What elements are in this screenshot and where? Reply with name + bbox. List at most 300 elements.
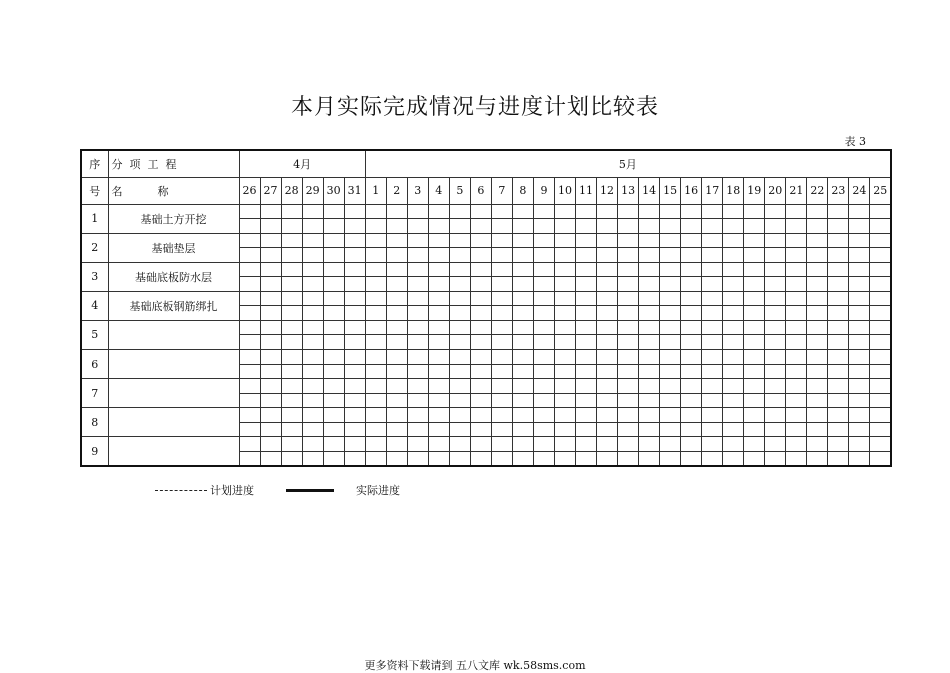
plan-cell [407,349,428,364]
actual-cell [681,393,702,408]
plan-cell [260,204,281,219]
actual-cell [576,248,597,263]
actual-cell [828,422,849,437]
actual-cell [407,219,428,234]
actual-cell [618,277,639,292]
plan-cell [302,408,323,423]
actual-cell [786,422,807,437]
plan-cell [723,349,744,364]
plan-cell [828,379,849,394]
schedule-table [80,149,892,467]
plan-cell [260,233,281,248]
actual-cell [428,248,449,263]
actual-cell [786,219,807,234]
actual-cell [702,422,723,437]
plan-cell [576,291,597,306]
actual-cell [512,393,533,408]
plan-cell [744,204,765,219]
plan-cell [618,437,639,452]
actual-cell [849,393,870,408]
plan-cell [744,437,765,452]
actual-cell [554,277,575,292]
item-header-bottom: 名 称 [108,177,239,204]
plan-cell [744,379,765,394]
actual-cell [849,306,870,321]
actual-cell [344,451,365,466]
actual-cell [281,451,302,466]
table-row [81,320,891,335]
plan-cell [660,291,681,306]
plan-cell [365,291,386,306]
plan-cell [723,204,744,219]
plan-cell [660,379,681,394]
plan-cell [260,262,281,277]
actual-cell [618,335,639,350]
task-name: 基础底板钢筋绑扎 [108,291,239,320]
plan-cell [660,320,681,335]
actual-cell [281,219,302,234]
plan-cell [702,408,723,423]
plan-cell [239,233,260,248]
plan-cell [239,291,260,306]
table-row [81,408,891,423]
task-name [108,437,239,466]
actual-cell [744,422,765,437]
actual-cell [386,277,407,292]
actual-cell [470,393,491,408]
plan-cell [281,320,302,335]
actual-cell [281,393,302,408]
plan-cell [302,204,323,219]
plan-cell [449,320,470,335]
actual-cell [260,393,281,408]
actual-cell [344,219,365,234]
plan-cell [512,408,533,423]
actual-cell [807,393,828,408]
plan-cell [554,262,575,277]
plan-cell [723,320,744,335]
actual-cell [723,306,744,321]
plan-cell [428,379,449,394]
actual-cell [470,277,491,292]
actual-cell [576,306,597,321]
plan-cell [407,408,428,423]
day-header: 17 [702,177,723,204]
actual-cell [681,219,702,234]
plan-cell [491,408,512,423]
plan-cell [618,320,639,335]
plan-cell [407,291,428,306]
actual-cell [533,393,554,408]
actual-cell [554,248,575,263]
plan-cell [723,262,744,277]
actual-cell [765,364,786,379]
actual-cell [765,335,786,350]
table-row [81,349,891,364]
plan-cell [554,233,575,248]
actual-cell [260,451,281,466]
actual-cell [828,248,849,263]
plan-cell [533,320,554,335]
actual-cell [744,451,765,466]
plan-cell [702,379,723,394]
plan-cell [744,233,765,248]
plan-cell [449,291,470,306]
task-name [108,320,239,349]
actual-cell [323,422,344,437]
actual-cell [744,335,765,350]
plan-cell [849,204,870,219]
actual-cell [302,393,323,408]
actual-cell [576,277,597,292]
plan-cell [302,379,323,394]
page-title: 本月实际完成情况与进度计划比较表 [290,95,659,120]
actual-cell [365,364,386,379]
actual-cell [849,277,870,292]
plan-cell [533,379,554,394]
row-number: 5 [81,320,108,349]
actual-cell [639,451,660,466]
actual-cell [807,422,828,437]
actual-cell [449,422,470,437]
plan-cell [281,379,302,394]
plan-cell [470,379,491,394]
plan-cell [702,291,723,306]
actual-cell [618,451,639,466]
actual-cell [744,248,765,263]
plan-cell [449,262,470,277]
plan-cell [660,408,681,423]
actual-cell [618,422,639,437]
task-name: 基础土方开挖 [108,204,239,233]
plan-cell [618,291,639,306]
actual-cell [512,277,533,292]
actual-cell [491,451,512,466]
actual-cell [449,451,470,466]
actual-cell [681,248,702,263]
actual-cell [870,219,891,234]
plan-cell [533,437,554,452]
actual-cell [597,364,618,379]
day-header: 23 [828,177,849,204]
actual-cell [302,422,323,437]
plan-cell [576,379,597,394]
actual-cell [239,306,260,321]
actual-cell [491,364,512,379]
day-header: 11 [576,177,597,204]
actual-cell [512,364,533,379]
actual-cell [470,451,491,466]
plan-cell [639,262,660,277]
actual-cell [765,306,786,321]
day-header: 14 [639,177,660,204]
actual-cell [491,248,512,263]
plan-cell [386,204,407,219]
actual-cell [407,393,428,408]
plan-cell [449,408,470,423]
actual-cell [786,277,807,292]
actual-cell [365,306,386,321]
actual-cell [302,277,323,292]
plan-cell [491,291,512,306]
table-row [81,437,891,452]
plan-cell [239,437,260,452]
actual-cell [512,422,533,437]
row-number: 2 [81,233,108,262]
plan-cell [828,408,849,423]
row-number: 4 [81,291,108,320]
plan-cell [639,233,660,248]
actual-cell [660,393,681,408]
plan-cell [386,437,407,452]
plan-cell [260,379,281,394]
plan-cell [702,437,723,452]
plan-cell [723,291,744,306]
day-header: 20 [765,177,786,204]
actual-cell [786,451,807,466]
plan-cell [807,349,828,364]
actual-cell [281,248,302,263]
actual-cell [470,422,491,437]
actual-cell [639,364,660,379]
actual-cell [260,364,281,379]
plan-cell [870,379,891,394]
actual-cell [744,393,765,408]
plan-cell [281,204,302,219]
actual-cell [428,451,449,466]
plan-cell [576,408,597,423]
actual-cell [344,364,365,379]
actual-cell [681,277,702,292]
actual-cell [786,248,807,263]
plan-cell [828,437,849,452]
plan-cell [681,262,702,277]
actual-cell [365,451,386,466]
plan-cell [786,437,807,452]
actual-cell [639,306,660,321]
plan-cell [407,320,428,335]
plan-cell [323,262,344,277]
actual-cell [870,422,891,437]
actual-cell [470,364,491,379]
plan-cell [323,320,344,335]
plan-cell [428,408,449,423]
plan-cell [849,320,870,335]
actual-cell [512,306,533,321]
actual-cell [681,422,702,437]
plan-cell [576,349,597,364]
plan-cell [849,349,870,364]
actual-cell [870,306,891,321]
task-name [108,349,239,378]
plan-cell [660,349,681,364]
row-number: 3 [81,262,108,291]
plan-cell [807,408,828,423]
row-number: 9 [81,437,108,466]
plan-cell [554,379,575,394]
actual-cell [533,219,554,234]
actual-cell [828,335,849,350]
actual-cell [365,422,386,437]
plan-cell [344,379,365,394]
plan-cell [491,437,512,452]
actual-cell [828,393,849,408]
actual-cell [723,364,744,379]
actual-cell [597,393,618,408]
plan-cell [533,204,554,219]
plan-cell [281,262,302,277]
plan-cell [786,408,807,423]
table-row [81,233,891,248]
plan-cell [512,379,533,394]
day-header: 21 [786,177,807,204]
plan-cell [765,437,786,452]
actual-cell [302,364,323,379]
plan-cell [786,204,807,219]
actual-cell [849,364,870,379]
plan-dashed-line-icon [155,490,207,491]
plan-cell [428,349,449,364]
day-header: 1 [365,177,386,204]
actual-cell [618,219,639,234]
plan-cell [660,204,681,219]
plan-cell [323,408,344,423]
plan-cell [407,233,428,248]
plan-cell [807,320,828,335]
actual-cell [512,335,533,350]
day-header: 30 [323,177,344,204]
actual-cell [786,393,807,408]
day-header: 8 [512,177,533,204]
plan-cell [239,408,260,423]
plan-cell [576,262,597,277]
plan-cell [702,233,723,248]
actual-cell [239,248,260,263]
actual-cell [660,219,681,234]
day-header: 4 [428,177,449,204]
actual-cell [386,451,407,466]
plan-cell [828,349,849,364]
plan-cell [323,349,344,364]
actual-cell [302,451,323,466]
plan-cell [576,320,597,335]
actual-cell [618,306,639,321]
day-header: 19 [744,177,765,204]
actual-cell [849,335,870,350]
actual-cell [323,306,344,321]
actual-cell [723,451,744,466]
actual-cell [365,393,386,408]
plan-cell [428,204,449,219]
day-header: 31 [344,177,365,204]
actual-cell [386,306,407,321]
day-header: 18 [723,177,744,204]
task-name [108,379,239,408]
plan-cell [786,262,807,277]
plan-cell [870,349,891,364]
plan-cell [260,320,281,335]
plan-cell [576,204,597,219]
plan-cell [723,408,744,423]
actual-cell [491,335,512,350]
actual-cell [660,277,681,292]
day-header: 7 [491,177,512,204]
plan-cell [576,437,597,452]
actual-cell [344,248,365,263]
actual-cell [870,335,891,350]
actual-cell [449,306,470,321]
actual-cell [660,451,681,466]
actual-cell [765,393,786,408]
actual-cell [365,219,386,234]
plan-cell [281,408,302,423]
plan-cell [449,204,470,219]
plan-cell [449,437,470,452]
actual-cell [849,248,870,263]
actual-cell [281,306,302,321]
actual-cell [260,306,281,321]
plan-cell [407,437,428,452]
day-header: 28 [281,177,302,204]
plan-cell [618,204,639,219]
actual-cell [639,422,660,437]
actual-cell [702,248,723,263]
actual-cell [723,277,744,292]
day-header: 2 [386,177,407,204]
plan-cell [470,320,491,335]
actual-cell [323,364,344,379]
day-header: 9 [533,177,554,204]
actual-cell [786,306,807,321]
actual-cell [807,306,828,321]
plan-cell [681,437,702,452]
plan-cell [344,291,365,306]
day-header: 3 [407,177,428,204]
actual-cell [533,364,554,379]
actual-cell [681,451,702,466]
actual-cell [344,393,365,408]
actual-cell [723,393,744,408]
plan-cell [512,204,533,219]
actual-cell [576,219,597,234]
plan-cell [344,408,365,423]
actual-cell [765,422,786,437]
actual-cell [702,393,723,408]
plan-cell [849,437,870,452]
actual-cell [239,422,260,437]
actual-cell [723,219,744,234]
actual-cell [386,219,407,234]
actual-cell [239,364,260,379]
actual-cell [660,306,681,321]
plan-cell [344,437,365,452]
actual-cell [702,277,723,292]
plan-cell [533,262,554,277]
plan-cell [681,349,702,364]
plan-cell [470,437,491,452]
plan-cell [744,349,765,364]
actual-cell [828,364,849,379]
actual-cell [828,277,849,292]
plan-cell [765,291,786,306]
actual-cell [260,422,281,437]
plan-cell [765,204,786,219]
plan-cell [639,349,660,364]
table-row [81,262,891,277]
plan-cell [386,408,407,423]
actual-cell [660,335,681,350]
actual-cell [870,451,891,466]
